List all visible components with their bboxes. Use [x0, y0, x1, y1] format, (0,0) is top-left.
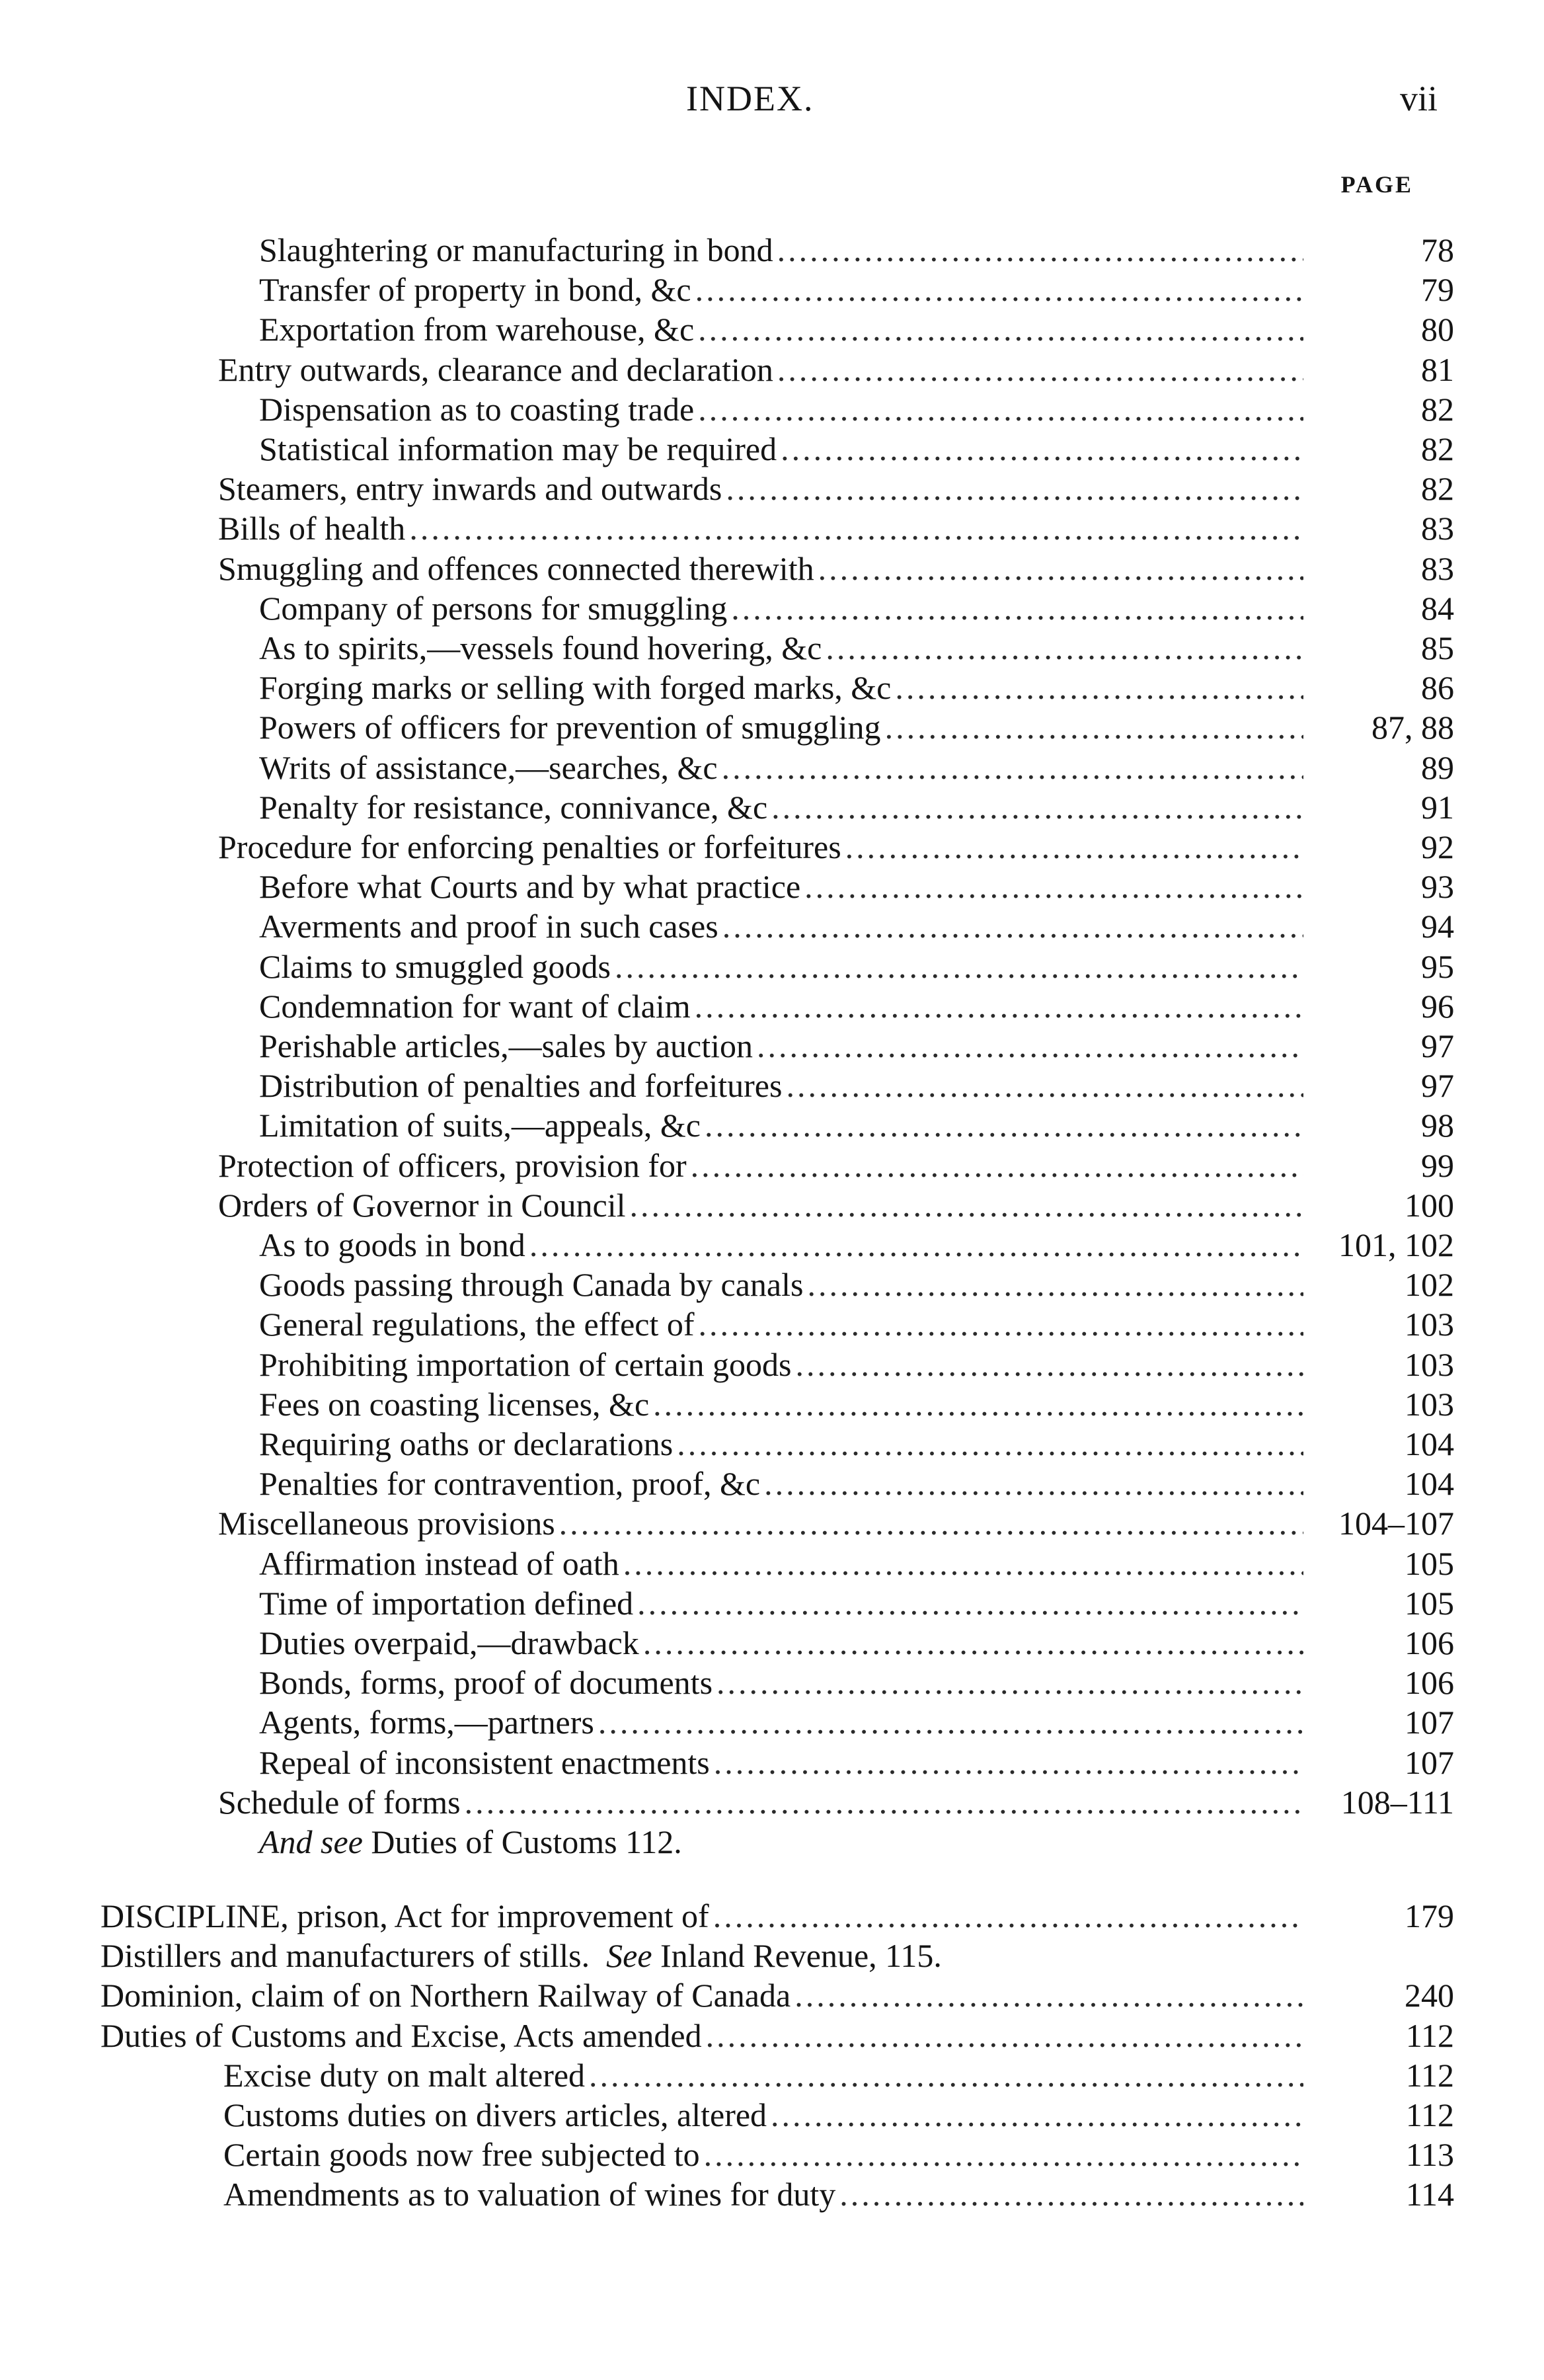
index-entry [259, 748, 1454, 787]
page-number: 82 [1421, 390, 1454, 428]
page-number: 96 [1421, 987, 1454, 1025]
entry-text: Claims to smuggled goods [259, 947, 611, 985]
index-entry [259, 389, 1454, 429]
index-entry [259, 1544, 1454, 1583]
entry-text: Dispensation as to coasting trade [259, 390, 695, 428]
see-also-row [0, 1822, 1544, 1862]
index-entry [259, 628, 1454, 668]
index-entry-row [0, 1424, 1544, 1464]
dot-leader [726, 469, 1303, 508]
index-entry-row [0, 1225, 1544, 1265]
dot-leader [653, 1384, 1303, 1424]
entry-text: Customs duties on divers articles, altered [223, 2096, 767, 2133]
index-entry [259, 1026, 1454, 1066]
index-entry-row [0, 1936, 1544, 1975]
entry-text: Duties overpaid,—drawback [259, 1624, 639, 1661]
entry-text: Miscellaneous provisions [218, 1505, 555, 1542]
index-entry-row [0, 1503, 1544, 1543]
index-entry [218, 1503, 1454, 1543]
index-entry [259, 1105, 1454, 1145]
dot-leader [409, 508, 1303, 548]
dot-leader [699, 1304, 1304, 1344]
index-entry-row [0, 867, 1544, 906]
index-entry-row [0, 1185, 1544, 1225]
index-entry [259, 1743, 1454, 1782]
entry-text: Orders of Governor in Council [218, 1186, 626, 1224]
dot-leader [695, 270, 1303, 309]
entry-text: Powers of officers for prevention of smuggling [259, 709, 881, 746]
dot-leader [804, 867, 1303, 906]
index-entry-row [0, 309, 1544, 349]
index-entry-row [0, 389, 1544, 429]
index-entry-row [0, 1384, 1544, 1424]
page-number: 114 [1405, 2176, 1454, 2213]
dot-leader [598, 1702, 1303, 1742]
page-number: 103 [1405, 1385, 1454, 1423]
page-number: 113 [1405, 2136, 1454, 2174]
page-number: 105 [1405, 1544, 1454, 1582]
see-reference-prefix: See [606, 1937, 652, 1975]
index-entry-row [0, 549, 1544, 588]
page-number: 99 [1421, 1146, 1454, 1184]
page-number: 84 [1421, 589, 1454, 627]
index-entry [218, 350, 1454, 389]
entry-text: Bonds, forms, proof of documents [259, 1664, 713, 1702]
page-number: 85 [1421, 629, 1454, 666]
index-entry-row [0, 628, 1544, 668]
page-number: 89 [1421, 748, 1454, 786]
dot-leader [818, 549, 1303, 588]
dot-leader [698, 309, 1303, 349]
dot-leader [731, 588, 1303, 628]
dot-leader [794, 1975, 1303, 2015]
entry-text: Entry outwards, clearance and declaration [218, 350, 773, 388]
dot-leader [691, 1146, 1303, 1185]
entry-text: Penalty for resistance, connivance, &c [259, 788, 768, 826]
page-number: 112 [1405, 2056, 1454, 2094]
index-entry [218, 1185, 1454, 1225]
dot-leader [764, 1464, 1303, 1503]
page-number: 82 [1421, 430, 1454, 467]
entry-text: Distribution of penalties and forfeitures [259, 1067, 783, 1105]
index-entry-row [0, 1782, 1544, 1822]
page-number: 104–107 [1338, 1505, 1454, 1542]
entry-text: Time of importation defined [259, 1584, 634, 1622]
index-entry [259, 1623, 1454, 1663]
entry-text: Averments and proof in such cases [259, 908, 718, 945]
entry-text: Fees on coasting licenses, &c [259, 1385, 650, 1423]
entry-text: Procedure for enforcing penalties or forfeitures [218, 828, 841, 865]
index-entry [218, 549, 1454, 588]
index-entry [259, 986, 1454, 1026]
dot-leader [529, 1225, 1303, 1265]
index-entry-row [0, 906, 1544, 946]
dot-leader [807, 1265, 1303, 1304]
page-number: 100 [1405, 1186, 1454, 1224]
index-entry [259, 230, 1454, 270]
index-entry-row [0, 1146, 1544, 1185]
page-number: 79 [1421, 271, 1454, 309]
page-number: 106 [1405, 1624, 1454, 1661]
entry-text: Bills of health [218, 510, 406, 547]
index-entry-row [0, 986, 1544, 1026]
index-entry [259, 947, 1454, 986]
index-entry-row [0, 1663, 1544, 1702]
entry-text: Slaughtering or manufacturing in bond [259, 231, 773, 268]
index-entry-row [0, 2095, 1544, 2135]
page-number: 105 [1405, 1584, 1454, 1622]
page-number: 82 [1421, 470, 1454, 508]
dot-leader [705, 1105, 1303, 1145]
index-entry-row [0, 1896, 1544, 1936]
index-entry-row [0, 1623, 1544, 1663]
entry-text: As to goods in bond [259, 1226, 525, 1263]
dot-leader [895, 668, 1303, 707]
index-entry-row [0, 2174, 1544, 2214]
entry-text: Protection of officers, provision for [218, 1146, 687, 1184]
dot-leader [716, 1663, 1303, 1702]
index-entry [259, 1384, 1454, 1424]
entry-text: Prohibiting importation of certain goods [259, 1345, 792, 1383]
entry-text: Writs of assistance,—searches, &c [259, 748, 718, 786]
dot-leader [786, 1066, 1303, 1105]
page-number: 107 [1405, 1743, 1454, 1781]
index-entry [259, 1702, 1454, 1742]
dot-leader [695, 986, 1303, 1026]
index-entry-row [0, 588, 1544, 628]
entry-text: Company of persons for smuggling [259, 589, 728, 627]
page-number: 104 [1405, 1465, 1454, 1503]
dot-leader [713, 1896, 1303, 1936]
index-entry-row [0, 1265, 1544, 1304]
page-number: 179 [1405, 1897, 1454, 1934]
page-number: 94 [1421, 908, 1454, 945]
dot-leader [777, 230, 1303, 270]
page-number: 104 [1405, 1425, 1454, 1462]
page-number: 112 [1405, 2016, 1454, 2054]
dot-leader [589, 2055, 1303, 2095]
dot-leader [845, 827, 1303, 867]
index-entry-row [0, 1702, 1544, 1742]
entry-text: Amendments as to valuation of wines for duty [223, 2176, 836, 2213]
index-entry-row [0, 1345, 1544, 1384]
dot-leader [630, 1185, 1303, 1225]
entry-text: Perishable articles,—sales by auction [259, 1027, 753, 1064]
index-entry [259, 429, 1454, 469]
page-number: 97 [1421, 1067, 1454, 1105]
index-entry [259, 1424, 1454, 1464]
index-entry [223, 2095, 1454, 2135]
dot-leader [757, 1026, 1303, 1066]
entry-text: Goods passing through Canada by canals [259, 1266, 804, 1304]
dot-leader [777, 350, 1303, 389]
index-entry [259, 309, 1454, 349]
dot-leader [623, 1544, 1303, 1583]
index-entry-row [0, 1743, 1544, 1782]
index-entry-row [0, 1544, 1544, 1583]
index-entry-row [0, 2016, 1544, 2055]
see-also-prefix: And see [259, 1823, 363, 1860]
page-number: 101, 102 [1338, 1226, 1454, 1263]
dot-leader [677, 1424, 1303, 1464]
page-header [0, 78, 1544, 131]
entry-text: Agents, forms,—partners [259, 1704, 594, 1741]
entry-text: Dominion, claim of on Northern Railway of Canada [100, 1977, 791, 2014]
entry-text: Transfer of property in bond, &c [259, 271, 691, 309]
index-entry [218, 508, 1454, 548]
dot-leader [795, 1345, 1303, 1384]
dot-leader [826, 628, 1303, 668]
index-entry [218, 1146, 1454, 1185]
index-entry [259, 1464, 1454, 1503]
dot-leader [698, 389, 1303, 429]
index-entry [218, 827, 1454, 867]
index-entry-row [0, 350, 1544, 389]
index-entry-row [0, 787, 1544, 827]
index-entry [100, 1896, 1454, 1936]
index-entry-row [0, 1583, 1544, 1623]
entry-text: Affirmation instead of oath [259, 1544, 619, 1582]
entry-text: Schedule of forms [218, 1783, 461, 1821]
dot-leader [559, 1503, 1303, 1543]
index-entry [100, 2016, 1454, 2055]
index-entry-row [0, 947, 1544, 986]
index-entry [259, 1345, 1454, 1384]
page-number: 78 [1421, 231, 1454, 268]
index-entry [100, 1936, 1309, 1975]
see-also-text: Duties of Customs 112. [371, 1823, 682, 1860]
index-entry [259, 1583, 1454, 1623]
see-reference-text: Inland Revenue, 115. [660, 1937, 942, 1975]
entry-text: Penalties for contravention, proof, &c [259, 1465, 761, 1503]
see-also-note [259, 1822, 1309, 1862]
index-entry-row [0, 429, 1544, 469]
index-entry-row [0, 230, 1544, 270]
index-entry-row [0, 270, 1544, 309]
index-entry [259, 1225, 1454, 1265]
index-entry-row [0, 827, 1544, 867]
index-entry-row [0, 668, 1544, 707]
index-entry [218, 469, 1454, 508]
index-entry [259, 707, 1454, 747]
entry-text: Smuggling and offences connected therewith [218, 549, 814, 587]
index-entry-row [0, 1464, 1544, 1503]
dot-leader [706, 2016, 1303, 2055]
page-number: 98 [1421, 1107, 1454, 1144]
entry-text: Limitation of suits,—appeals, &c [259, 1107, 701, 1144]
page-number: 112 [1405, 2096, 1454, 2133]
dot-leader [781, 429, 1303, 469]
page-number: 83 [1421, 510, 1454, 547]
dot-leader [704, 2135, 1303, 2174]
dot-leader [722, 748, 1303, 787]
page-number: 106 [1405, 1664, 1454, 1702]
index-entry-row [0, 508, 1544, 548]
index-entry-row [0, 1975, 1544, 2015]
index-entry [259, 270, 1454, 309]
entry-text: Repeal of inconsistent enactments [259, 1743, 710, 1781]
page-number: 81 [1421, 350, 1454, 388]
entry-text: DISCIPLINE, prison, Act for improvement of [100, 1897, 709, 1934]
page-number: 103 [1405, 1345, 1454, 1383]
index-entry [259, 867, 1454, 906]
index-entry [259, 668, 1454, 707]
dot-leader [465, 1782, 1303, 1822]
index-entry [223, 2174, 1454, 2214]
page-number: 240 [1405, 1977, 1454, 2014]
index-entry-row [0, 1026, 1544, 1066]
page-number: 86 [1421, 669, 1454, 707]
dot-leader [885, 707, 1303, 747]
index-entry-row [0, 1105, 1544, 1145]
index-entry-row [0, 2135, 1544, 2174]
page-number: 91 [1421, 788, 1454, 826]
index-entry-row [0, 748, 1544, 787]
entry-text: Statistical information may be required [259, 430, 777, 467]
page-number: 103 [1405, 1306, 1454, 1343]
entry-text: Duties of Customs and Excise, Acts amended [100, 2016, 702, 2054]
index-entry-row [0, 1066, 1544, 1105]
index-entry [259, 1265, 1454, 1304]
index-entry [259, 1304, 1454, 1344]
page-number: 95 [1421, 947, 1454, 985]
page-number: 108–111 [1340, 1783, 1454, 1821]
page-number: 107 [1405, 1704, 1454, 1741]
index-entry [223, 2055, 1454, 2095]
index-entry [259, 787, 1454, 827]
page-column-heading: PAGE [1340, 171, 1413, 198]
index-entry [223, 2135, 1454, 2174]
dot-leader [722, 906, 1303, 946]
running-title: INDEX. [686, 79, 814, 118]
page-number: 80 [1421, 311, 1454, 348]
index-entry [259, 1663, 1454, 1702]
entry-text: Before what Courts and by what practice [259, 868, 801, 906]
index-entry [259, 1066, 1454, 1105]
entry-text: General regulations, the effect of [259, 1306, 695, 1343]
entry-text: Exportation from warehouse, &c [259, 311, 695, 348]
entry-text: Condemnation for want of claim [259, 987, 691, 1025]
dot-leader [771, 787, 1303, 827]
dot-leader [714, 1743, 1303, 1782]
dot-leader [839, 2174, 1303, 2214]
page-number: 92 [1421, 828, 1454, 865]
entry-text: As to spirits,—vessels found hovering, &c [259, 629, 822, 666]
dot-leader [771, 2095, 1303, 2135]
entry-text: Forging marks or selling with forged marks, &c [259, 669, 892, 707]
index-entry-row [0, 707, 1544, 747]
index-entry-row [0, 1304, 1544, 1344]
index-entry-row [0, 2055, 1544, 2095]
entry-text: Excise duty on malt altered [223, 2056, 586, 2094]
entry-text: Requiring oaths or declarations [259, 1425, 674, 1462]
page-number: 87, 88 [1371, 709, 1454, 746]
dot-leader [643, 1623, 1303, 1663]
entry-text: Certain goods now free subjected to [223, 2136, 700, 2174]
dot-leader [637, 1583, 1303, 1623]
index-entry [259, 906, 1454, 946]
dot-leader [615, 947, 1303, 986]
index-entry-row [0, 469, 1544, 508]
page-number: 83 [1421, 549, 1454, 587]
index-entry [218, 1782, 1454, 1822]
index-entry [259, 588, 1454, 628]
page-number: 97 [1421, 1027, 1454, 1064]
entry-text: Steamers, entry inwards and outwards [218, 470, 722, 508]
page-number: 93 [1421, 868, 1454, 906]
index-entry [100, 1975, 1454, 2015]
folio-number: vii [1400, 79, 1438, 118]
page-number: 102 [1405, 1266, 1454, 1304]
entry-text: Distillers and manufacturers of stills. [100, 1937, 590, 1975]
